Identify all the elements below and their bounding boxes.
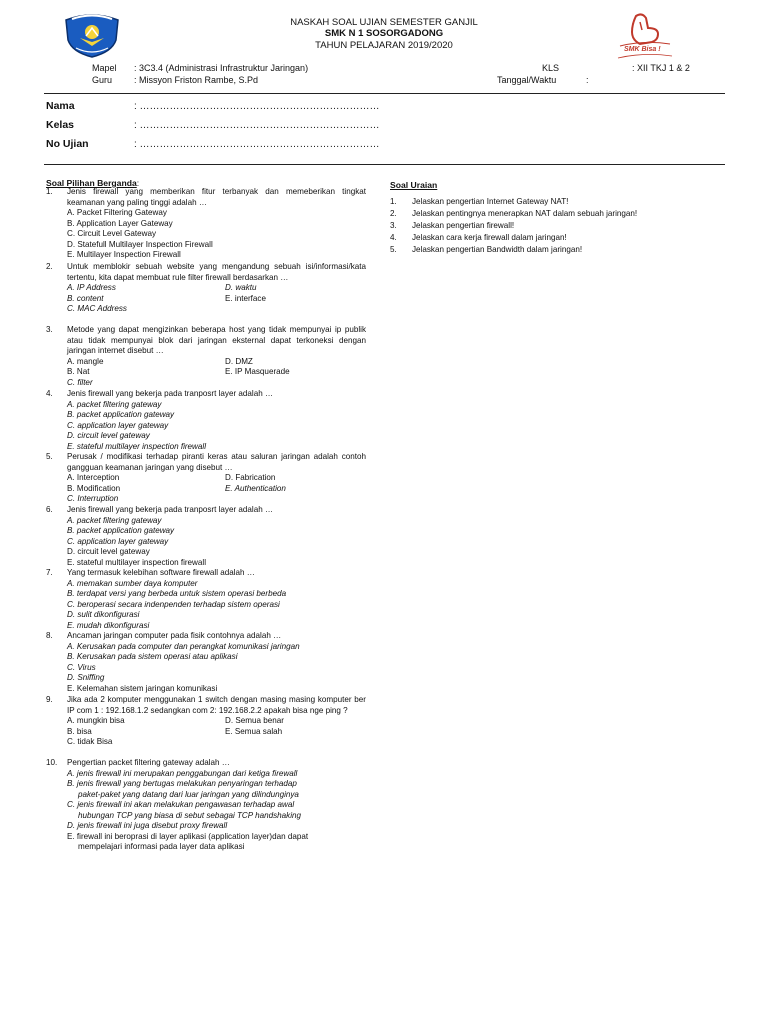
mc-section-label: Soal Pilihan Berganda (46, 178, 137, 188)
option-b[interactable]: B. bisa (67, 726, 92, 736)
option-b[interactable]: B. Nat (67, 367, 90, 376)
question-7 (46, 568, 366, 631)
option-b[interactable]: B. packet application gateway (67, 526, 175, 535)
option-a[interactable]: A. Packet Filtering Gateway (67, 208, 167, 217)
question-text: Perusak / modifikasi terhadap piranti keras atau saluran jaringan adalah contoh gangguan keamanan jaringan yang disebut … (67, 452, 366, 472)
question-number: 4. (46, 389, 53, 398)
kelas-field[interactable]: : ……………………………………………………………… (134, 120, 380, 131)
essay-text: Jelaskan pentingnya menerapkan NAT dalam sebuah jaringan! (412, 209, 638, 218)
option-d[interactable]: D. Fabrication (225, 473, 276, 482)
option-c[interactable]: C. filter (67, 377, 93, 387)
mc-section-title: Soal Pilihan Berganda: (46, 178, 140, 188)
option-b[interactable]: B. packet application gateway (67, 410, 175, 419)
question-10 (46, 758, 366, 853)
option-e[interactable]: E. mudah dikonfigurasi (67, 620, 150, 630)
question-number: 9. (46, 695, 53, 704)
kls-value: : XII TKJ 1 & 2 (632, 63, 690, 73)
question-8 (46, 631, 366, 694)
question-number: 2. (46, 262, 53, 271)
smk-bisa-logo (612, 10, 676, 64)
question-number: 5. (46, 452, 53, 461)
essay-number: 5. (390, 245, 397, 254)
question-text: Metode yang dapat mengizinkan beberapa host yang tidak mempunyai ip publik atau tidak mempunyai blok dari jaringan eksternal dapat terkoneksi dengan jaringan internet disebut … (67, 325, 366, 355)
option-d[interactable]: D. DMZ (225, 356, 253, 366)
kls-label: KLS (542, 63, 560, 73)
essay-list (390, 196, 637, 256)
exam-title: NASKAH SOAL UJIAN SEMESTER GANJIL (290, 17, 478, 28)
option-e[interactable]: E. firewall ini beroprasi di layer aplikasi (application layer)dan dapat (67, 831, 309, 841)
option-e[interactable]: E. stateful multilayer inspection firewall (67, 557, 207, 567)
question-1 (46, 187, 366, 261)
question-number: 6. (46, 505, 53, 514)
option-e[interactable]: E. Kelemahan sistem jaringan komunikasi (67, 683, 218, 693)
question-text: Jenis firewall yang bekerja pada tranposrt layer adalah … (67, 389, 274, 398)
option-a[interactable]: A. Interception (67, 473, 120, 482)
question-number: 7. (46, 568, 53, 577)
option-b[interactable]: B. terdapat versi yang berbeda untuk sistem operasi berbeda (67, 589, 287, 598)
option-e[interactable]: E. IP Masquerade (225, 367, 290, 376)
essay-text: Jelaskan pengertian Bandwidth dalam jaringan! (412, 245, 583, 254)
question-text: Jenis firewall yang bekerja pada tranposrt layer adalah … (67, 505, 274, 514)
option-a[interactable]: A. memakan sumber daya komputer (67, 578, 198, 588)
option-d[interactable]: D. Semua benar (225, 716, 284, 725)
mapel-label: Mapel (92, 63, 117, 73)
option-d[interactable]: D. Sniffing (67, 673, 105, 682)
option-d[interactable]: D. jenis firewall ini juga disebut proxy firewall (67, 821, 228, 830)
option-b[interactable]: B. jenis firewall yang bertugas melakukan penyaringan terhadap (67, 779, 297, 788)
question-number: 8. (46, 631, 53, 640)
question-3 (46, 325, 383, 388)
essay-number: 2. (390, 209, 397, 218)
option-e[interactable]: E. interface (225, 293, 266, 303)
identity-divider (44, 164, 725, 165)
option-d[interactable]: D. sulit dikonfigurasi (67, 610, 140, 619)
option-c[interactable]: C. application layer gateway (67, 420, 169, 430)
option-d[interactable]: D. waktu (225, 283, 257, 292)
option-c[interactable]: C. MAC Address (67, 304, 127, 313)
question-number: 10. (46, 758, 58, 767)
essay-number: 4. (390, 233, 397, 242)
option-c[interactable]: C. Virus (67, 662, 96, 672)
option-b[interactable]: B. Kerusakan pada sistem operasi atau aplikasi (67, 652, 238, 661)
question-4 (46, 389, 366, 452)
option-c[interactable]: C. beroperasi secara indenpenden terhadap sistem operasi (67, 599, 280, 609)
option-d[interactable]: D. circuit level gateway (67, 431, 150, 440)
kelas-label: Kelas (46, 119, 75, 131)
essay-item (390, 220, 637, 232)
option-a[interactable]: A. packet filtering gateway (67, 515, 162, 525)
question-2 (46, 262, 383, 315)
question-text: Untuk memblokir sebuah website yang mengandung sebuah isi/informasi/kata tertentu, kita dapat membuat rule filter firewall berdasarkan … (67, 262, 366, 282)
option-d[interactable]: D. Statefull Multilayer Inspection Firewall (67, 239, 213, 249)
option-a[interactable]: A. packet filtering gateway (67, 399, 162, 409)
option-e[interactable]: E. Multilayer Inspection Firewall (67, 250, 181, 259)
option-a[interactable]: A. Kerusakan pada computer dan perangkat komunikasi jaringan (67, 641, 300, 651)
tanggal-value: : (586, 75, 589, 85)
header-divider (44, 93, 725, 94)
option-b-continued: paket-paket yang datang dari luar jaringan yang dilindunginya (78, 789, 299, 799)
option-b[interactable]: B. content (67, 293, 104, 303)
option-c[interactable]: C. tidak Bisa (67, 737, 113, 746)
essay-item (390, 232, 637, 244)
essay-text: Jelaskan pengertian firewall! (412, 221, 515, 230)
option-c-continued: hubungan TCP yang biasa di sebut sebagai TCP handshaking (78, 810, 302, 820)
essay-item (390, 196, 637, 208)
noujian-label: No Ujian (46, 138, 89, 150)
guru-value: : Missyon Friston Rambe, S.Pd (134, 75, 259, 85)
smk-bisa-text: SMK Bisa ! (624, 46, 661, 53)
option-a[interactable]: A. IP Address (67, 283, 116, 292)
question-text: Ancaman jaringan computer pada fisik contohnya adalah … (67, 631, 282, 640)
essay-section-title: Soal Uraian (390, 180, 438, 190)
option-e[interactable]: E. Authentication (225, 483, 286, 493)
question-text: Pengertian packet filtering gateway adalah … (67, 758, 230, 767)
question-number: 1. (46, 187, 53, 196)
essay-number: 3. (390, 221, 397, 230)
question-5 (46, 452, 383, 505)
school-name: SMK N 1 SOSORGADONG (324, 28, 444, 39)
option-b[interactable]: B. Modification (67, 483, 121, 493)
question-text: Jenis firewall yang memberikan fitur terbanyak dan memeberikan tingkat keamanan yang paling tinggi adalah … (67, 187, 366, 207)
option-d[interactable]: D. circuit level gateway (67, 547, 150, 556)
option-e[interactable]: E. stateful multilayer inspection firewall (67, 441, 207, 451)
option-a[interactable]: A. mangle (67, 356, 104, 366)
essay-number: 1. (390, 197, 397, 206)
noujian-field[interactable]: : ……………………………………………………………… (134, 139, 380, 150)
option-e[interactable]: E. Semua salah (225, 726, 283, 736)
question-6 (46, 505, 366, 568)
school-year: TAHUN PELAJARAN 2019/2020 (315, 40, 453, 51)
essay-text: Jelaskan cara kerja firewall dalam jaringan! (412, 233, 567, 242)
essay-item (390, 208, 637, 220)
option-c[interactable]: C. jenis firewall ini akan melakukan pengawasan terhadap awal (67, 800, 295, 809)
option-c[interactable]: C. application layer gateway (67, 536, 169, 546)
guru-label: Guru (92, 75, 113, 85)
option-c[interactable]: C. Circuit Level Gateway (67, 229, 157, 238)
essay-item (390, 244, 637, 256)
question-text: Yang termasuk kelebihan software firewall adalah … (67, 568, 255, 577)
mapel-value: : 3C3.4 (Administrasi Infrastruktur Jaringan) (134, 63, 309, 73)
nama-label: Nama (46, 100, 75, 112)
option-c[interactable]: C. Interruption (67, 494, 119, 503)
option-a[interactable]: A. jenis firewall ini merupakan penggabungan dari ketiga firewall (67, 768, 298, 778)
option-a[interactable]: A. mungkin bisa (67, 716, 125, 725)
question-9 (46, 695, 383, 748)
tanggal-label: Tanggal/Waktu (497, 75, 557, 85)
question-text: Jika ada 2 komputer menggunakan 1 switch dengan masing masing komputer ber IP com 1 : 192.168.1.2 sedangkan com 2: 192.168.2.2 apakah bisa nge ping ? (67, 695, 366, 715)
option-b[interactable]: B. Application Layer Gateway (67, 218, 173, 228)
question-number: 3. (46, 325, 53, 334)
essay-text: Jelaskan pengertian Internet Gateway NAT! (412, 197, 569, 206)
option-e-continued: mempelajari informasi pada layer data aplikasi (78, 842, 245, 851)
nama-field[interactable]: : ……………………………………………………………… (134, 101, 380, 112)
